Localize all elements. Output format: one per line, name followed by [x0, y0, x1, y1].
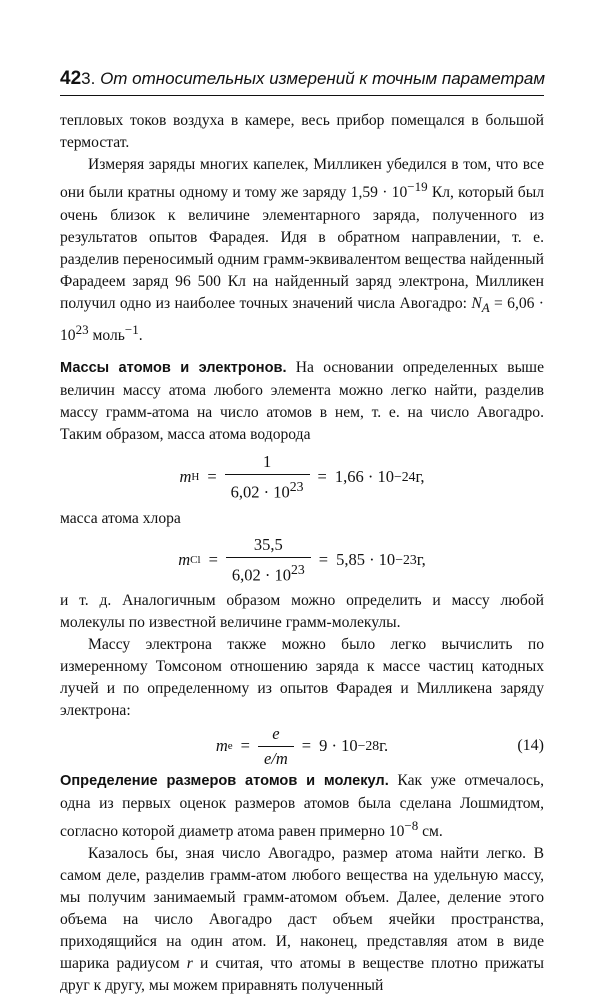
avogadro-symbol: N	[471, 294, 482, 312]
f3-result: 9 · 10	[319, 736, 358, 756]
f2-eq: =	[208, 549, 218, 569]
f1-eq: =	[207, 466, 217, 486]
f1-result-exp: −24	[393, 468, 416, 484]
chapter-number: 3.	[81, 69, 96, 88]
avogadro-value: = 6,06 · 10	[60, 294, 544, 345]
running-title	[81, 69, 545, 89]
f2-lhs: m	[178, 549, 191, 569]
formula-chlorine-mass	[60, 530, 544, 590]
f2-den-text: 6,02 · 10	[231, 565, 291, 585]
f2-fraction	[226, 535, 311, 586]
p2-exp-1: −19	[407, 179, 428, 195]
f2-result: 5,85 · 10	[336, 549, 396, 569]
f2-rhs-eq: =	[318, 549, 329, 569]
f3-denominator: e/m	[258, 746, 294, 769]
section-heading-masses: Массы атомов и электронов.	[60, 360, 287, 377]
f2-numerator: 35,5	[253, 534, 283, 554]
p7-text-a: Как уже отмечалось, одна из первых оценок размеров атомов была сделана Лошмидтом, согласно которой диаметр атома равен примерно 10	[60, 772, 544, 840]
f1-sub: H	[191, 470, 200, 483]
f2-sub: Cl	[190, 553, 201, 566]
f1-lhs: m	[179, 466, 192, 486]
p2-text-b: Кл, который был очень близок к величине элементарного заряда, полученного из результатов опытов Фарадея. Идя в обратном направлении, т. е. разделив переносимый одним грамм-эквивалентом вещества найденный Фарадеем заряд 96 500 Кл на найденный заряд электрона, Милликен получил одно из наиболее точных значений числа Авогадро:	[60, 184, 544, 312]
f3-numerator: e	[272, 723, 280, 743]
f1-result: 1,66 · 10	[334, 466, 394, 486]
p7-exp: −8	[404, 817, 419, 833]
f1-fraction	[225, 452, 310, 503]
f1-rhs-eq: =	[317, 466, 327, 486]
page-header	[60, 68, 544, 90]
chapter-title: От относительных измерений к точным параметрам	[100, 69, 546, 88]
f2-result-exp: −23	[395, 551, 417, 567]
p7-text-b: см.	[418, 822, 443, 840]
equation-number: (14)	[517, 737, 544, 755]
p8-text-b: и считая, что атомы в веществе плотно прижаты друг к другу, мы можем приравнять полученный	[60, 955, 544, 995]
f3-sub: e	[227, 740, 233, 753]
paragraph-4: масса атома хлора	[60, 509, 181, 527]
f3-unit: г.	[379, 736, 389, 756]
f3-fraction	[258, 724, 294, 769]
avogadro-sub: A	[481, 300, 490, 316]
paragraph-5: и т. д. Аналогичным образом можно определить и массу любой молекулы по известной величине грамм-молекулы.	[60, 591, 544, 631]
paragraph-7	[60, 770, 544, 842]
f2-unit: г,	[416, 549, 426, 569]
f3-rhs-eq: =	[301, 736, 312, 756]
page-body	[60, 110, 544, 998]
radius-symbol: r	[186, 955, 193, 973]
p2-text-a: Измеряя заряды многих капелек, Милликен убедился в том, что все они были кратны одному и тому же заряду 1,59 · 10	[60, 156, 544, 202]
page-number: 42	[60, 68, 82, 89]
p3-text: На основании определенных выше величин массу атома любого элемента можно легко найти, разделив массу грамм-атома на число атомов в нем, т. е. на число Авогадро. Таким образом, масса атома водорода	[60, 359, 544, 443]
f1-den-text: 6,02 · 10	[230, 482, 290, 502]
f2-den-exp: 23	[291, 561, 305, 577]
paragraph-2	[60, 154, 544, 347]
f1-numerator: 1	[262, 451, 272, 471]
formula-electron-mass	[60, 722, 544, 770]
f1-unit: г,	[415, 466, 425, 486]
f3-eq: =	[240, 736, 250, 756]
f2-denominator	[226, 557, 311, 586]
f3-lhs: m	[215, 736, 228, 756]
formula-hydrogen-mass	[60, 446, 544, 508]
f1-denominator	[225, 474, 310, 503]
p2-exp-2: 23	[75, 322, 89, 338]
avogadro-unit: моль	[88, 327, 125, 345]
paragraph-1: тепловых токов воздуха в камере, весь прибор помещался в большой термостат.	[60, 112, 544, 152]
f1-den-exp: 23	[289, 478, 304, 494]
p8-text-a: Казалось бы, зная число Авогадро, размер атома найти легко. В самом деле, разделив грамм-атом любого вещества на удельную массу, мы получим занимаемый грамм-атомом объем. Далее, деление этого объема на число Авогадро даст объем ячейки пространства, приходящийся на один атом. И, наконец, представляя атом в виде шарика радиусом	[60, 844, 544, 973]
p2-end: .	[138, 327, 143, 345]
paragraph-8	[60, 843, 544, 998]
p2-exp-3: −1	[124, 322, 139, 338]
section-heading-sizes: Определение размеров атомов и молекул.	[60, 773, 389, 790]
paragraph-3	[60, 357, 544, 445]
f3-result-exp: −28	[357, 738, 380, 754]
header-rule	[60, 95, 544, 96]
paragraph-6: Массу электрона также можно было легко вычислить по измеренному Томсоном отношению заряда к массе частиц катодных лучей и по определенному из опытов Фарадея и Милликена заряду электрона:	[60, 636, 544, 720]
